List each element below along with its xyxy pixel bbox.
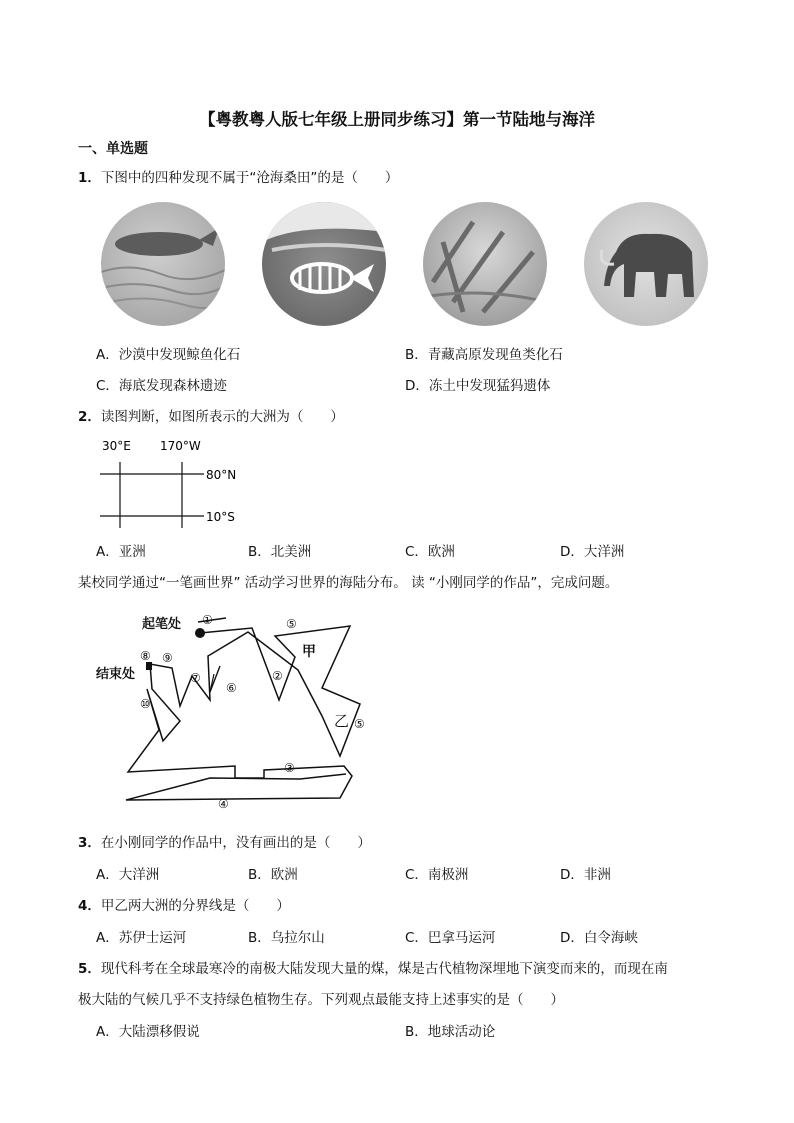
section-heading: 一、单选题 — [78, 141, 148, 157]
end-marker — [146, 662, 152, 670]
page-title: 【粤教粤人版七年级上册同步练习】第一节陆地与海洋 — [199, 110, 595, 129]
whale-fossil-icon — [101, 202, 225, 326]
reading-intro: 某校同学通过“一笔画世界” 活动学习世界的海陆分布。 读 “小刚同学的作品”，完成问题。 — [78, 575, 619, 591]
stroke-number: ⑦ — [190, 671, 201, 685]
question-2 — [78, 405, 344, 425]
stroke-number: ⑧ — [140, 649, 151, 663]
option-b[interactable]: B．青藏高原发现鱼类化石 — [405, 347, 563, 363]
option-a[interactable]: A．苏伊士运河 — [96, 930, 187, 946]
one-stroke-world-drawing — [90, 604, 390, 816]
longitude-label: 170°W — [160, 439, 201, 453]
option-c[interactable]: C．巴拿马运河 — [405, 930, 496, 946]
option-d[interactable]: D．大洋洲 — [560, 544, 625, 560]
question-number: 5． — [78, 961, 101, 977]
question-number: 2． — [78, 409, 101, 425]
option-b[interactable]: B．北美洲 — [248, 544, 312, 560]
end-label: 结束处 — [96, 667, 136, 682]
stroke-number: ⑤ — [354, 717, 365, 731]
mammoth-icon — [584, 202, 708, 326]
question-4 — [78, 894, 290, 914]
question-5 — [78, 957, 668, 977]
fish-fossil-icon — [262, 202, 386, 326]
start-dot — [195, 628, 205, 638]
question-number: 4． — [78, 898, 101, 914]
option-b[interactable]: B．欧洲 — [248, 867, 298, 883]
stroke-number: ④ — [218, 797, 229, 811]
start-label: 起笔处 — [142, 617, 182, 632]
option-d[interactable]: D．非洲 — [560, 867, 611, 883]
stroke-number: ⑨ — [162, 651, 173, 665]
question-text-line1: 现代科考在全球最寒冷的南极大陆发现大量的煤，煤是古代植物深埋地下演变而来的，而现在南 — [100, 961, 668, 977]
question-number: 1． — [78, 170, 101, 186]
question-number: 3． — [78, 835, 101, 851]
stroke-number: ⑥ — [226, 681, 237, 695]
option-a[interactable]: A．亚洲 — [96, 544, 146, 560]
question-text-line2: 极大陆的气候几乎不支持绿色植物生存。下列观点最能支持上述事实的是（ ） — [78, 992, 564, 1008]
option-c[interactable]: C．海底发现森林遗迹 — [96, 378, 227, 394]
option-b[interactable]: B．地球活动论 — [405, 1024, 496, 1040]
continent-jia-label: 甲 — [302, 644, 316, 660]
stroke-number: ③ — [284, 761, 295, 775]
forest-remains-icon — [423, 202, 547, 326]
longitude-label: 30°E — [102, 439, 131, 453]
stroke-number: ⑩ — [140, 697, 151, 711]
question-3 — [78, 831, 371, 851]
question-text: 读图判断，如图所表示的大洲为（ ） — [100, 409, 344, 425]
continent-yi-label: 乙 — [334, 712, 350, 730]
option-a[interactable]: A．大洋洲 — [96, 867, 160, 883]
option-c[interactable]: C．南极洲 — [405, 867, 469, 883]
option-c[interactable]: C．欧洲 — [405, 544, 455, 560]
stroke-number: ⑤ — [286, 617, 297, 631]
question-1 — [78, 166, 398, 186]
stroke-number: ② — [272, 669, 283, 683]
question-text: 在小刚同学的作品中，没有画出的是（ ） — [100, 835, 371, 851]
latitude-label: 80°N — [206, 468, 237, 482]
option-d[interactable]: D．冻土中发现猛犸遗体 — [405, 378, 551, 394]
latitude-label: 10°S — [206, 510, 235, 524]
stroke-number: ① — [202, 613, 213, 627]
option-d[interactable]: D．白令海峡 — [560, 930, 638, 946]
option-b[interactable]: B．乌拉尔山 — [248, 930, 325, 946]
option-a[interactable]: A．大陆漂移假说 — [96, 1024, 200, 1040]
question-text: 甲乙两大洲的分界线是（ ） — [100, 898, 290, 914]
lat-lon-grid-figure — [96, 432, 256, 532]
question-text: 下图中的四种发现不属于“沧海桑田”的是（ ） — [100, 170, 399, 186]
option-a[interactable]: A．沙漠中发现鲸鱼化石 — [96, 347, 241, 363]
